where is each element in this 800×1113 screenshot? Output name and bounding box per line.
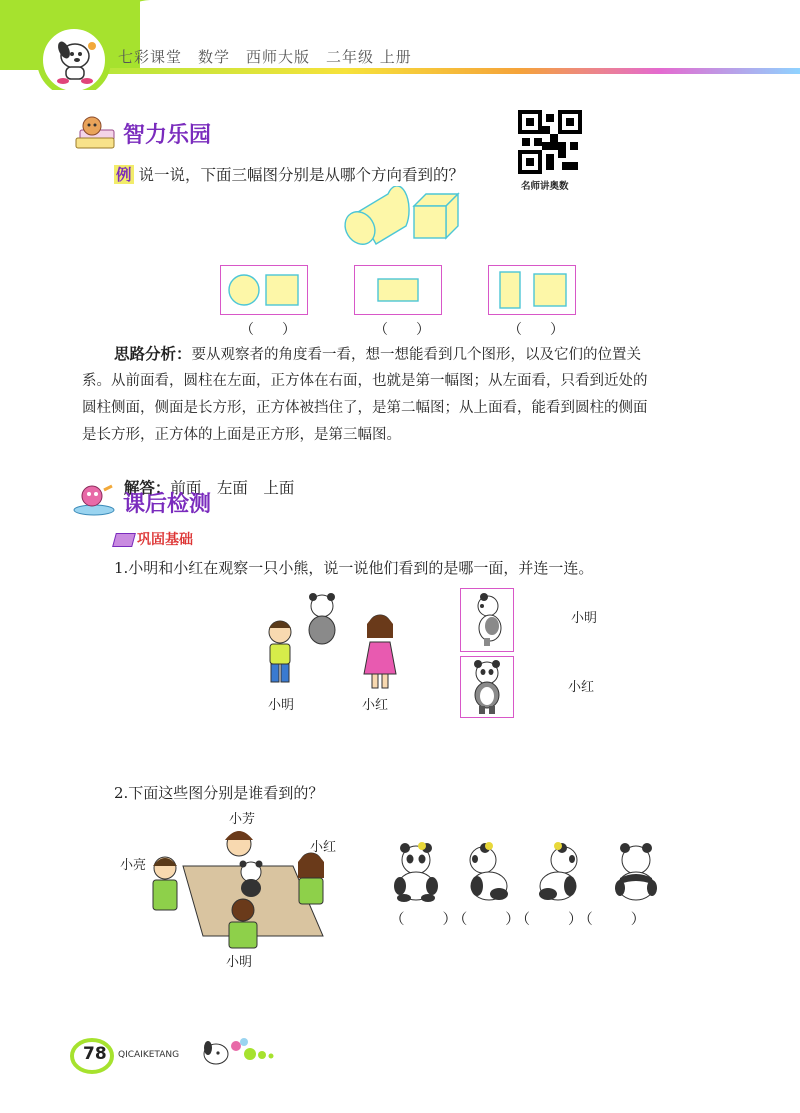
answer-paren-3[interactable]: （ ） [508, 322, 564, 338]
q2-name-left: 小亮 [120, 858, 147, 873]
header-band [0, 0, 800, 90]
example-text: 说一说，下面三幅图分别是从哪个方向看到的？ [138, 166, 464, 184]
bear-front-view[interactable] [462, 658, 512, 716]
bear-side-view[interactable] [462, 590, 512, 650]
question-2: 2.下面这些图分别是谁看到的？ [114, 784, 324, 802]
qr-code-icon [518, 110, 582, 174]
example-line [114, 162, 464, 188]
analysis-text-1: 要从观察者的角度看一看，想一想能看到几个图形，以及它们的位置关 [191, 347, 642, 363]
page-number: 78 [83, 1044, 107, 1064]
analysis-line-3: 圆柱侧面，侧面是长方形，正方体被挡住了，是第二幅图；从上面看，能看到圆柱的侧面 [82, 400, 648, 416]
q1-boy-name: 小明 [268, 698, 295, 713]
section-title-zhili: 智力乐园 [123, 123, 212, 148]
cartoon-creature-icon [72, 482, 118, 516]
front-view-shapes [220, 265, 308, 315]
panda-front-view[interactable] [388, 842, 444, 902]
analysis-line-4: 是长方形，正方体的上面是正方形，是第三幅图。 [82, 427, 401, 443]
section-title-kehou: 课后检测 [123, 492, 212, 517]
analysis-line-1 [114, 341, 641, 368]
analysis-line-2: 系。从前面看，圆柱在左面，正方体在右面，也就是第一幅图；从左面看，只看到近处的 [82, 373, 648, 389]
subsection-header [114, 529, 193, 549]
dog-mascot-icon [48, 34, 102, 88]
q1-girl-name: 小红 [362, 698, 389, 713]
panda-left-side-view[interactable] [461, 842, 513, 902]
example-tag: 例 [116, 165, 132, 184]
answer-label: 解答： [123, 479, 171, 497]
q2-name-top: 小芳 [229, 812, 256, 827]
answer-paren-2[interactable]: （ ） [374, 322, 430, 338]
answer-text: 前面 左面 上面 [170, 479, 295, 497]
footer-dog-icon [196, 1036, 286, 1070]
left-view-shapes [354, 265, 442, 315]
footer-brand: QICAIKETANG [118, 1050, 180, 1060]
pencil-box-icon [112, 533, 136, 547]
cylinder-cube-figure [336, 186, 468, 252]
q2-name-bottom: 小明 [226, 955, 253, 970]
top-view-shapes [488, 265, 576, 315]
panda-back-view[interactable] [608, 842, 664, 902]
brain-icon [72, 116, 118, 150]
subsection-title: 巩固基础 [137, 532, 193, 548]
q2-name-right: 小红 [310, 840, 337, 855]
question-1: 1.小明和小红在观察一只小熊，说一说他们看到的是哪一面，并连一连。 [114, 559, 594, 577]
qr-caption: 名师讲奥数 [521, 181, 569, 192]
q2-answer-parens[interactable]: （ ）（ ）（ ）（ ） [390, 912, 649, 928]
match-name-1[interactable]: 小明 [571, 611, 598, 626]
header-title: 七彩课堂 数学 西师大版 二年级 上册 [118, 48, 412, 66]
answer-paren-1[interactable]: （ ） [240, 322, 296, 338]
panda-right-side-view[interactable] [534, 842, 586, 902]
match-name-2[interactable]: 小红 [568, 680, 595, 695]
analysis-label: 思路分析： [114, 345, 192, 363]
